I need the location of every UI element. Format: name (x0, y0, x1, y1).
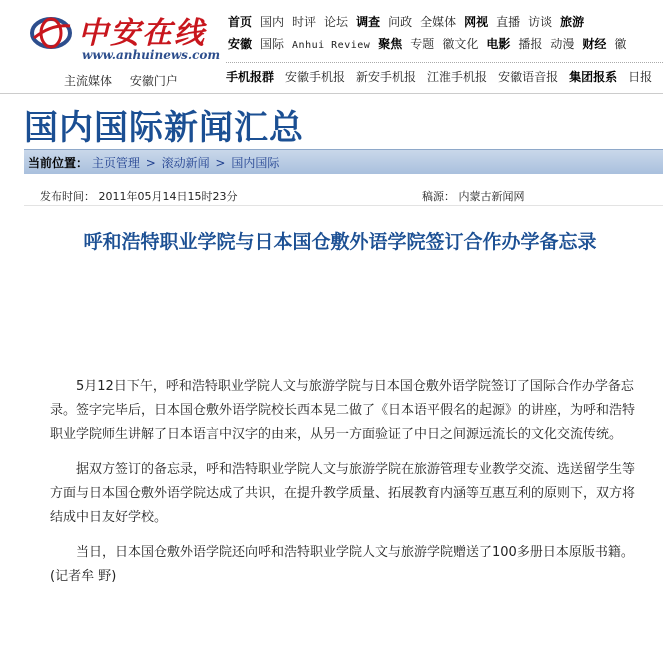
nav-link-0[interactable]: 首页 (228, 15, 253, 29)
nav-link-10[interactable]: 旅游 (560, 15, 585, 29)
nav-link-0[interactable]: 安徽 (228, 37, 253, 51)
nav-divider (226, 62, 663, 63)
nav-link-1[interactable]: 国际 (260, 37, 285, 51)
section-title: 国内国际新闻汇总 (24, 108, 304, 148)
top-nav-row-1 (228, 14, 634, 36)
nav-link-6[interactable]: 电影 (486, 37, 511, 51)
paper-link-5[interactable]: 集团报系 (569, 70, 618, 84)
nav-link-2[interactable]: Anhui Review (292, 40, 371, 51)
nav-link-4[interactable]: 专题 (410, 37, 435, 51)
breadcrumb-label: 当前位置： (28, 156, 89, 170)
top-nav-row-2 (228, 36, 634, 58)
sub-links (64, 72, 192, 89)
nav-link-5[interactable]: 问政 (388, 15, 413, 29)
article-paragraph: 据双方签订的备忘录，呼和浩特职业学院人文与旅游学院在旅游管理专业教学交流、选送留学生等方面与日本国仓敷外语学院达成了共识，在提升教学质量、拓展教育内涵等互惠互利的原则下，双方将结成中日友好学校。 (50, 462, 636, 525)
nav-link-7[interactable]: 网视 (464, 15, 489, 29)
header-divider (0, 93, 663, 94)
nav-link-3[interactable]: 论坛 (324, 15, 349, 29)
nav-link-3[interactable]: 聚焦 (378, 37, 403, 51)
article-source (422, 188, 525, 204)
publish-time-value: 2011年05月14日15时23分 (98, 190, 238, 203)
nav-link-7[interactable]: 播报 (518, 37, 543, 51)
sub-link-anhui-portal[interactable]: 安徽门户 (129, 74, 178, 88)
nav-link-10[interactable]: 徽 (614, 37, 627, 51)
publish-time (40, 188, 237, 204)
article-title: 呼和浩特职业学院与日本国仓敷外语学院签订合作办学备忘录 (83, 231, 597, 253)
nav-link-4[interactable]: 调查 (356, 15, 381, 29)
breadcrumb-item-rolling-news[interactable]: 滚动新闻 (161, 156, 210, 170)
nav-link-9[interactable]: 访谈 (528, 15, 553, 29)
top-nav (228, 14, 634, 58)
nav-link-6[interactable]: 全媒体 (420, 15, 457, 29)
site-logo[interactable] (22, 6, 222, 66)
breadcrumb (28, 154, 279, 171)
sub-link-mainstream-media[interactable]: 主流媒体 (64, 74, 113, 88)
article-body (50, 375, 635, 600)
nav-link-1[interactable]: 国内 (260, 15, 285, 29)
publish-time-label: 发布时间： (40, 190, 95, 203)
nav-link-5[interactable]: 徽文化 (442, 37, 479, 51)
nav-link-2[interactable]: 时评 (292, 15, 317, 29)
nav-link-8[interactable]: 直播 (496, 15, 521, 29)
breadcrumb-separator-icon: > (145, 156, 156, 170)
paper-link-4[interactable]: 安徽语音报 (498, 70, 559, 84)
source-label: 稿源： (422, 190, 455, 203)
paper-link-6[interactable]: 日报 (628, 70, 653, 84)
article-paragraph: 当日，日本国仓敷外语学院还向呼和浩特职业学院人文与旅游学院赠送了100多册日本原版书籍。(记者牟 野) (50, 545, 634, 584)
paper-link-2[interactable]: 新安手机报 (356, 70, 417, 84)
mobile-papers-nav (226, 68, 663, 85)
nav-link-9[interactable]: 财经 (582, 37, 607, 51)
paper-link-1[interactable]: 安徽手机报 (285, 70, 346, 84)
logo-url: www.anhuinews.com (82, 48, 221, 62)
meta-divider (24, 205, 663, 206)
breadcrumb-bar (24, 149, 663, 174)
breadcrumb-item-domestic-intl[interactable]: 国内国际 (231, 156, 280, 170)
logo-globe-icon (30, 16, 72, 50)
source-value: 内蒙古新闻网 (458, 190, 525, 203)
breadcrumb-separator-icon: > (215, 156, 226, 170)
nav-link-8[interactable]: 动漫 (550, 37, 575, 51)
logo-text: 中安在线 (78, 16, 206, 51)
paper-link-0[interactable]: 手机报群 (226, 70, 275, 84)
paper-link-3[interactable]: 江淮手机报 (427, 70, 488, 84)
article-paragraph: 5月12日下午，呼和浩特职业学院人文与旅游学院与日本国仓敷外语学院签订了国际合作办学备忘录。签字完毕后，日本国仓敷外语学院校长西本晃二做了《日本语平假名的起源》的讲座，为呼和浩特职业学院师生讲解了日本语言中汉字的由来，从另一方面验证了中日之间源远流长的文化交流传统。 (50, 379, 636, 442)
breadcrumb-item-home[interactable]: 主页管理 (91, 156, 140, 170)
